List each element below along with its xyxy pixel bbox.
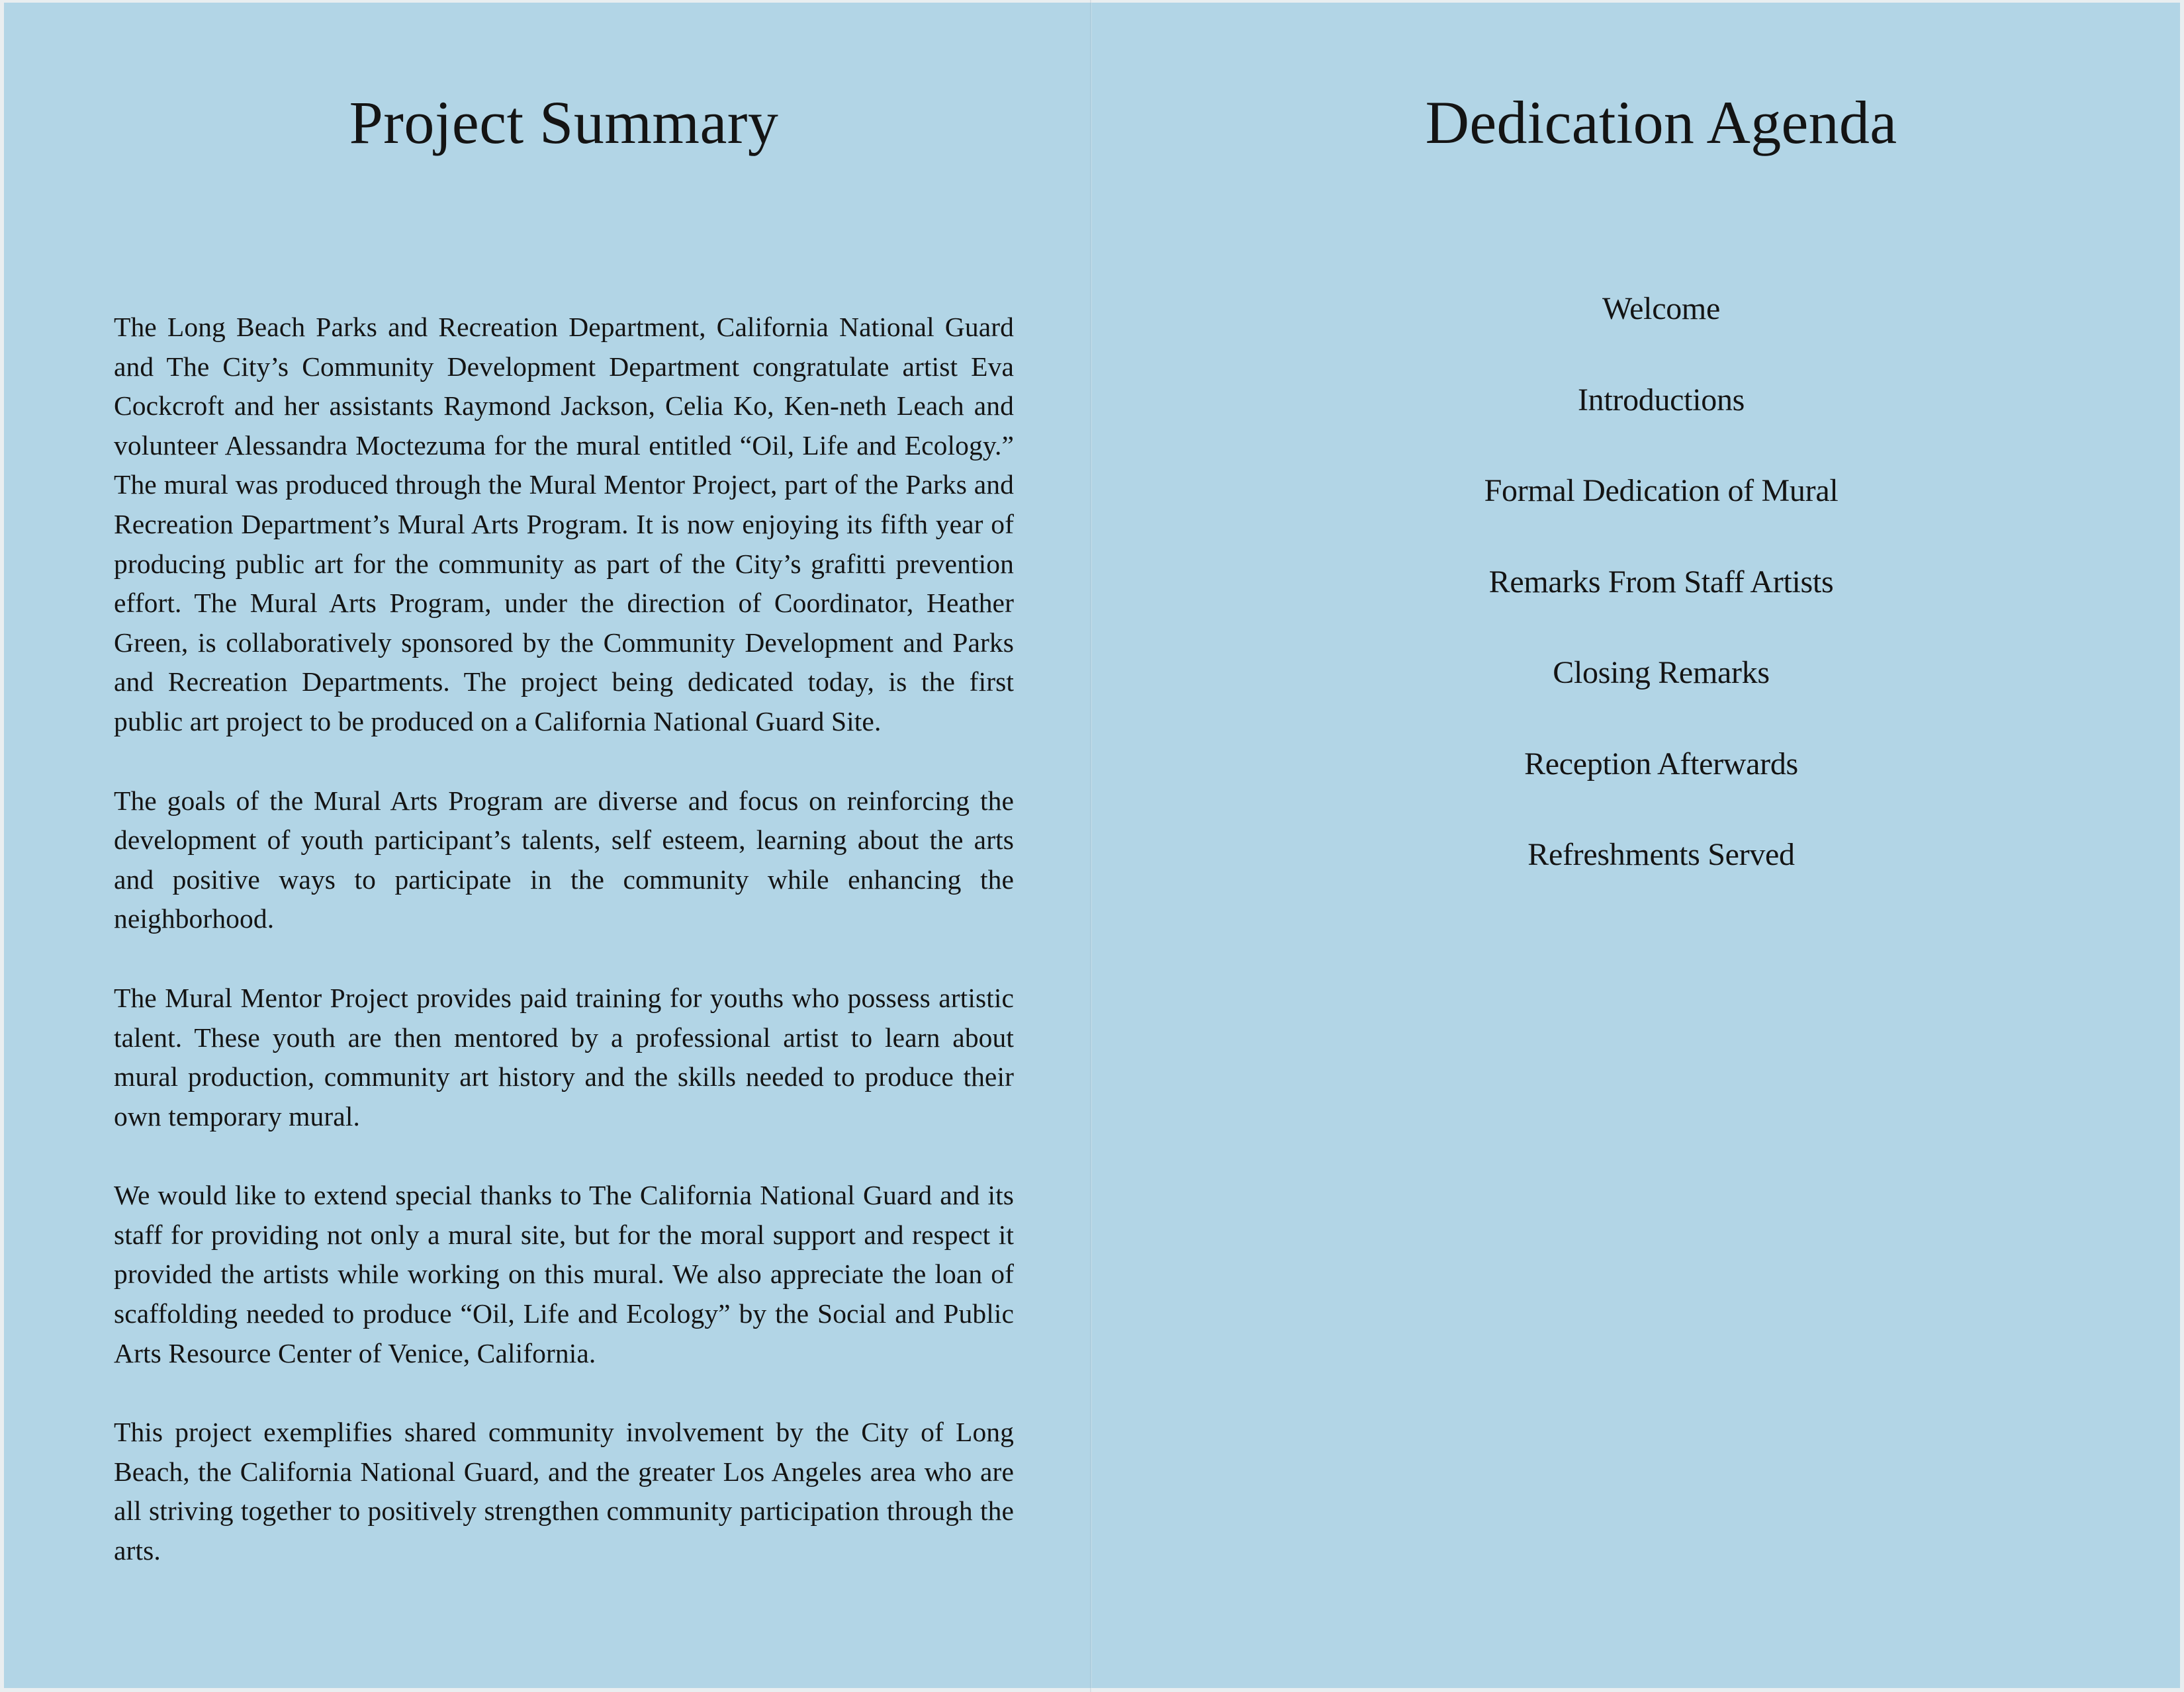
project-summary-page xyxy=(114,79,1014,1611)
agenda-item-formal-dedication: Formal Dedication of Mural xyxy=(1484,473,1839,508)
paper-edge-bottom xyxy=(0,1688,2184,1692)
agenda-item-staff-remarks: Remarks From Staff Artists xyxy=(1488,564,1834,600)
summary-paragraph-3: The Mural Mentor Project provides paid training for youths who possess artistic talent. These youth are then mentored by a professional artist to learn about mural production, community art history and the skills needed to produce their own temporary mural. xyxy=(114,982,1014,1132)
agenda-item-refreshments: Refreshments Served xyxy=(1527,837,1795,872)
paper-edge-left xyxy=(0,0,4,1692)
summary-paragraph-5: This project exemplifies shared community involvement by the City of Long Beach, the California National Guard, and the greater Los Angeles area who are all striving together to positively strengthen community participation through the arts. xyxy=(114,1417,1014,1566)
agenda-item-welcome: Welcome xyxy=(1602,291,1720,326)
paper-edge-right xyxy=(2180,0,2184,1692)
center-fold xyxy=(1090,0,1092,1692)
project-summary-body xyxy=(114,308,1014,1571)
agenda-item-closing-remarks: Closing Remarks xyxy=(1553,655,1770,690)
summary-paragraph-1: The Long Beach Parks and Recreation Department, California National Guard and The City’s Community Development Department congratulate artist Eva Cockcroft and her assistants Raymond Jackson, Celia Ko, Ken-neth Leach and volunteer Alessandra Moctezuma for the mural entitled “Oil, Life and Ecology.” The mural was produced through the Mural Mentor Project, part of the Parks and Recreation Department’s Mural Arts Program. It is now enjoying its fifth year of producing public art for the community as part of the City’s grafitti prevention effort. The Mural Arts Program, under the direction of Coordinator, Heather Green, is collaboratively sponsored by the Community Development and Parks and Recreation Departments. The project being dedicated today, is the first public art project to be produced on a California National Guard Site. xyxy=(114,312,1014,736)
dedication-agenda-title: Dedication Agenda xyxy=(1425,89,1897,156)
summary-paragraph-4: We would like to extend special thanks to The California National Guard and its staff for providing not only a mural site, but for the moral support and respect it provided the artists while working on this mural. We also appreciate the loan of scaffolding needed to produce “Oil, Life and Ecology” by the Social and Public Arts Resource Center of Venice, California. xyxy=(114,1180,1014,1368)
project-summary-title: Project Summary xyxy=(349,89,779,156)
agenda-item-reception: Reception Afterwards xyxy=(1524,746,1798,781)
paper-edge-top xyxy=(0,0,2184,3)
agenda-list xyxy=(1231,289,2091,875)
agenda-item-introductions: Introductions xyxy=(1577,382,1745,418)
summary-paragraph-2: The goals of the Mural Arts Program are diverse and focus on reinforcing the development of youth participant’s talents, self esteem, learning about the arts and positive ways to participate in the community while enhancing the neighborhood. xyxy=(114,785,1014,934)
dedication-agenda-page xyxy=(1231,79,2091,926)
